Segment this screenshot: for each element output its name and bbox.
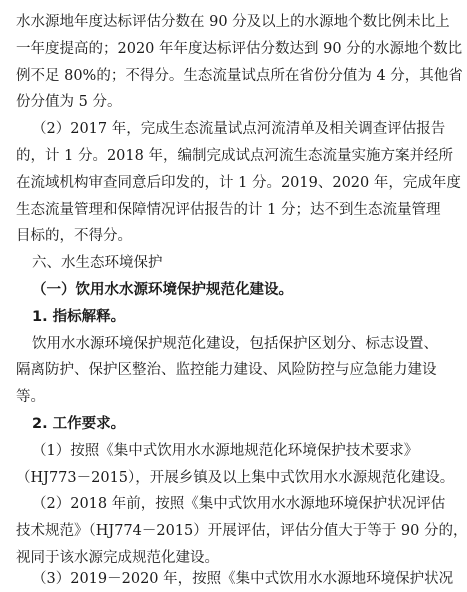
text-line: 技术规范》（HJ774－2015）开展评估，评估分值大于等于 90 分的， [16, 523, 467, 539]
text-line: 生态流量管理和保障情况评估报告的计 1 分；达不到生态流量管理 [16, 202, 441, 218]
text-line: （HJ773－2015），开展乡镇及以上集中式饮用水水源规范化建设。 [16, 470, 455, 486]
text-line: （2）2018 年前，按照《集中式饮用水水源地环境保护状况评估 [32, 496, 446, 512]
text-line: 一年度提高的；2020 年年度达标评估分数达到 90 分的水源地个数比 [16, 41, 463, 57]
text-line: （1）按照《集中式饮用水水源地规范化环境保护技术要求》 [32, 443, 419, 459]
text-line: 目标的，不得分。 [16, 228, 132, 244]
text-line: 隔离防护、保护区整治、监控能力建设、风险防控与应急能力建设 [16, 362, 437, 378]
text-line: 的，计 1 分。2018 年，编制完成试点河流生态流量实施方案并经所 [16, 148, 453, 164]
item-heading: 2. 工作要求。 [32, 416, 126, 432]
text-line: 等。 [16, 389, 45, 405]
text-line: （2）2017 年，完成生态流量试点河流清单及相关调查评估报告 [32, 121, 446, 137]
section-heading: 六、水生态环境保护 [32, 255, 163, 271]
subsection-heading: （一）饮用水水源环境保护规范化建设。 [32, 282, 293, 298]
item-heading: 1. 指标解释。 [32, 309, 126, 325]
text-line: （3）2019－2020 年，按照《集中式饮用水水源地环境保护状况 [32, 571, 454, 587]
text-line: 例不足 80%的；不得分。生态流量试点所在省份分值为 4 分，其他省 [16, 68, 463, 84]
text-line: 份分值为 5 分。 [16, 94, 122, 110]
text-line: 水水源地年度达标评估分数在 90 分及以上的水源地个数比例未比上 [16, 14, 450, 30]
text-line: 饮用水水源环境保护规范化建设，包括保护区划分、标志设置、 [32, 336, 438, 352]
text-line: 视同于该水源完成规范化建设。 [16, 550, 219, 566]
text-line: 在流域机构审查同意后印发的，计 1 分。2019、2020 年，完成年度 [16, 175, 461, 191]
